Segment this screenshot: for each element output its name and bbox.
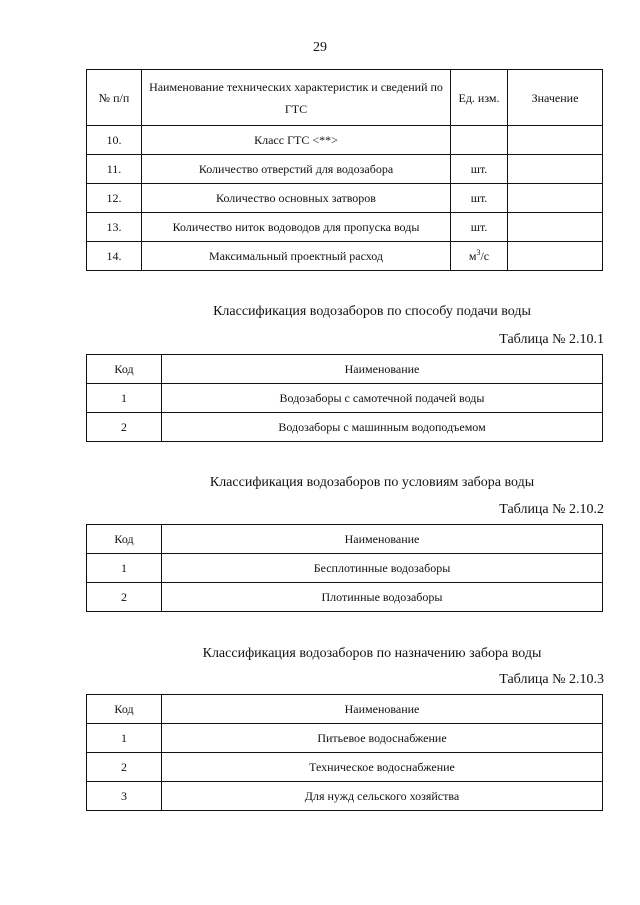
row-value xyxy=(508,184,603,213)
header-code: Код xyxy=(87,355,162,384)
row-name: Водозаборы с машинным водоподъемом xyxy=(162,413,603,442)
row-name: Количество основных затворов xyxy=(142,184,451,213)
header-name: Наименование xyxy=(162,525,603,554)
header-value: Значение xyxy=(508,70,603,126)
table-header-row xyxy=(87,695,603,724)
header-name: Наименование xyxy=(162,355,603,384)
classification-table xyxy=(86,694,603,811)
table-row xyxy=(87,753,603,782)
row-name: Количество отверстий для водозабора xyxy=(142,155,451,184)
table-row xyxy=(87,782,603,811)
table-row xyxy=(87,724,603,753)
table-number: Таблица № 2.10.1 xyxy=(499,332,604,347)
row-code: 1 xyxy=(87,554,162,583)
row-num: 14. xyxy=(87,242,142,271)
row-value xyxy=(508,213,603,242)
table-header-row xyxy=(87,525,603,554)
table-row xyxy=(87,413,603,442)
table-row xyxy=(87,583,603,612)
table-title: Классификация водозаборов по условиям забора воды xyxy=(209,475,535,490)
row-name: Питьевое водоснабжение xyxy=(162,724,603,753)
classification-table xyxy=(86,524,603,612)
table-row xyxy=(87,242,603,271)
row-code: 2 xyxy=(87,583,162,612)
row-num: 11. xyxy=(87,155,142,184)
row-value xyxy=(508,126,603,155)
table-number: Таблица № 2.10.3 xyxy=(499,672,604,687)
header-code: Код xyxy=(87,695,162,724)
row-name: Количество ниток водоводов для пропуска воды xyxy=(142,213,451,242)
row-unit xyxy=(451,126,508,155)
table-row xyxy=(87,554,603,583)
table-number: Таблица № 2.10.2 xyxy=(499,502,604,517)
header-code: Код xyxy=(87,525,162,554)
row-name: Максимальный проектный расход xyxy=(142,242,451,271)
table-title: Классификация водозаборов по способу подачи воды xyxy=(213,304,531,319)
row-name: Водозаборы с самотечной подачей воды xyxy=(162,384,603,413)
row-unit: $м^3/с$ xyxy=(451,242,508,271)
header-num: № п/п xyxy=(87,70,142,126)
row-num: 13. xyxy=(87,213,142,242)
row-code: 1 xyxy=(87,724,162,753)
row-unit: шт. xyxy=(451,184,508,213)
row-name: Бесплотинные водозаборы xyxy=(162,554,603,583)
table-title: Классификация водозаборов по назначению забора воды xyxy=(202,646,542,661)
row-unit: шт. xyxy=(451,213,508,242)
row-code: 1 xyxy=(87,384,162,413)
row-unit: шт. xyxy=(451,155,508,184)
row-name: Техническое водоснабжение xyxy=(162,753,603,782)
page-number: 29 xyxy=(313,40,327,55)
characteristics-table xyxy=(86,69,603,271)
classification-table xyxy=(86,354,603,442)
row-name: Для нужд сельского хозяйства xyxy=(162,782,603,811)
table-header-row xyxy=(87,70,603,126)
header-name: Наименование технических характеристик и сведений по ГТС xyxy=(142,70,451,126)
table-row xyxy=(87,126,603,155)
row-name: Класс ГТС <**> xyxy=(142,126,451,155)
table-row xyxy=(87,384,603,413)
row-num: 12. xyxy=(87,184,142,213)
row-name: Плотинные водозаборы xyxy=(162,583,603,612)
table-row xyxy=(87,184,603,213)
table-row xyxy=(87,213,603,242)
header-name: Наименование xyxy=(162,695,603,724)
row-code: 3 xyxy=(87,782,162,811)
row-value xyxy=(508,155,603,184)
row-num: 10. xyxy=(87,126,142,155)
header-unit: Ед. изм. xyxy=(451,70,508,126)
table-row xyxy=(87,155,603,184)
table-header-row xyxy=(87,355,603,384)
row-code: 2 xyxy=(87,753,162,782)
row-value xyxy=(508,242,603,271)
row-code: 2 xyxy=(87,413,162,442)
